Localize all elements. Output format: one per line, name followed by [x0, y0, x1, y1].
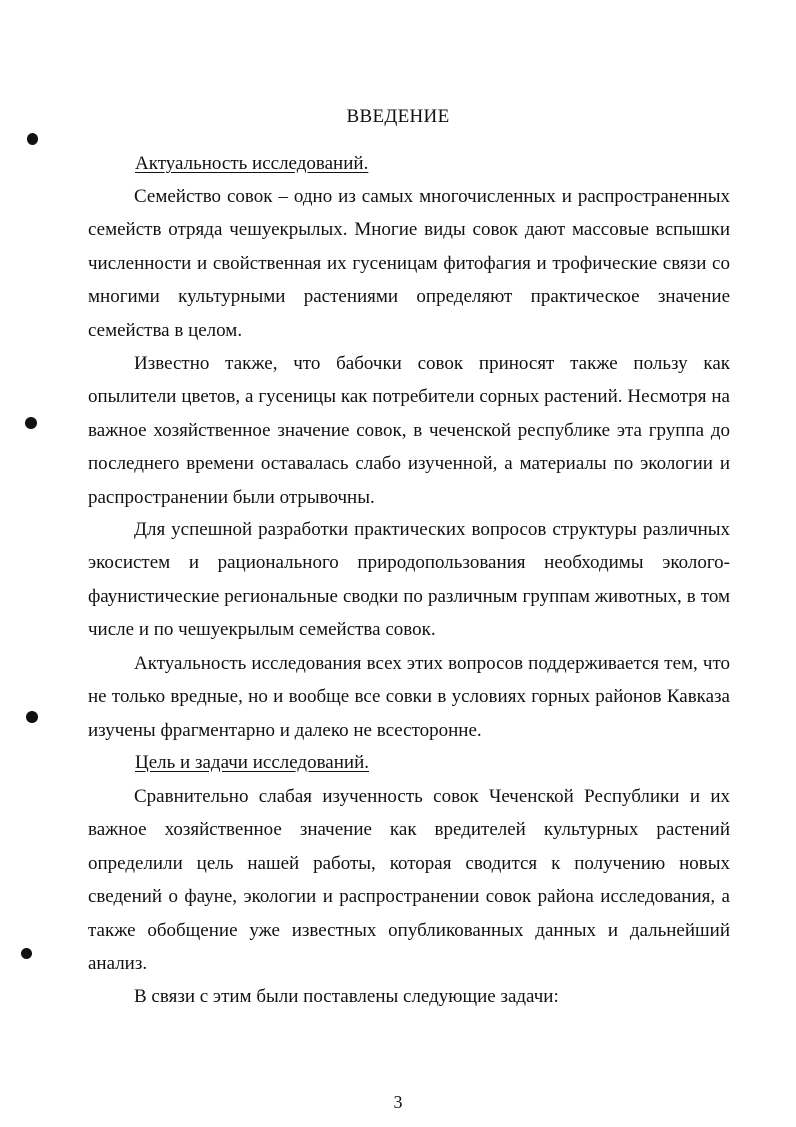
binding-hole-mark [21, 948, 32, 959]
binding-hole-mark [25, 417, 37, 429]
paragraph: Для успешной разработки практических вопросов структуры различных экосистем и рационального природопользования необходимы эколого-фаунистические региональные сводки по различным группам животных, в том числе и по чешуекрылым семейства совок. [88, 519, 730, 641]
paragraph: Сравнительно слабая изученность совок Чеченской Республики и их важное хозяйственное значение как вредителей культурных растений определили цель нашей работы, которая сводится к получению новых сведений о фауне, экологии и распространении совок района исследования, а также обобщение уже известных опубликованных данных и дальнейший анализ. [88, 786, 730, 975]
paragraph: Известно также, что бабочки совок приносят также пользу как опылители цветов, а гусеницы как потребители сорных растений. Несмотря на важное хозяйственное значение совок, в чеченской республике эта группа до последнего времени оставалась слабо изученной, а материалы по экологии и распространении были отрывочны. [88, 353, 730, 508]
page-title: ВВЕДЕНИЕ [346, 106, 450, 127]
paragraph: В связи с этим были поставлены следующие задачи: [134, 986, 559, 1007]
binding-hole-mark [26, 711, 38, 723]
paragraph: Семейство совок – одно из самых многочисленных и распространенных семейств отряда чешуекрылых. Многие виды совок дают массовые вспышки численности и свойственная их гусеницам фитофагия и трофические связи со многими культурными растениями определяют практическое значение семейства в целом. [88, 186, 730, 341]
page-number: 3 [393, 1092, 403, 1112]
binding-hole-mark [27, 133, 38, 145]
section-heading-relevance: Актуальность исследований. [135, 153, 369, 174]
section-heading-goals: Цель и задачи исследований. [135, 752, 369, 773]
paragraph: Актуальность исследования всех этих вопросов поддерживается тем, что не только вредные, но и вообще все совки в условиях горных районов Кавказа изучены фрагментарно и далеко не всесторонне. [88, 653, 730, 741]
